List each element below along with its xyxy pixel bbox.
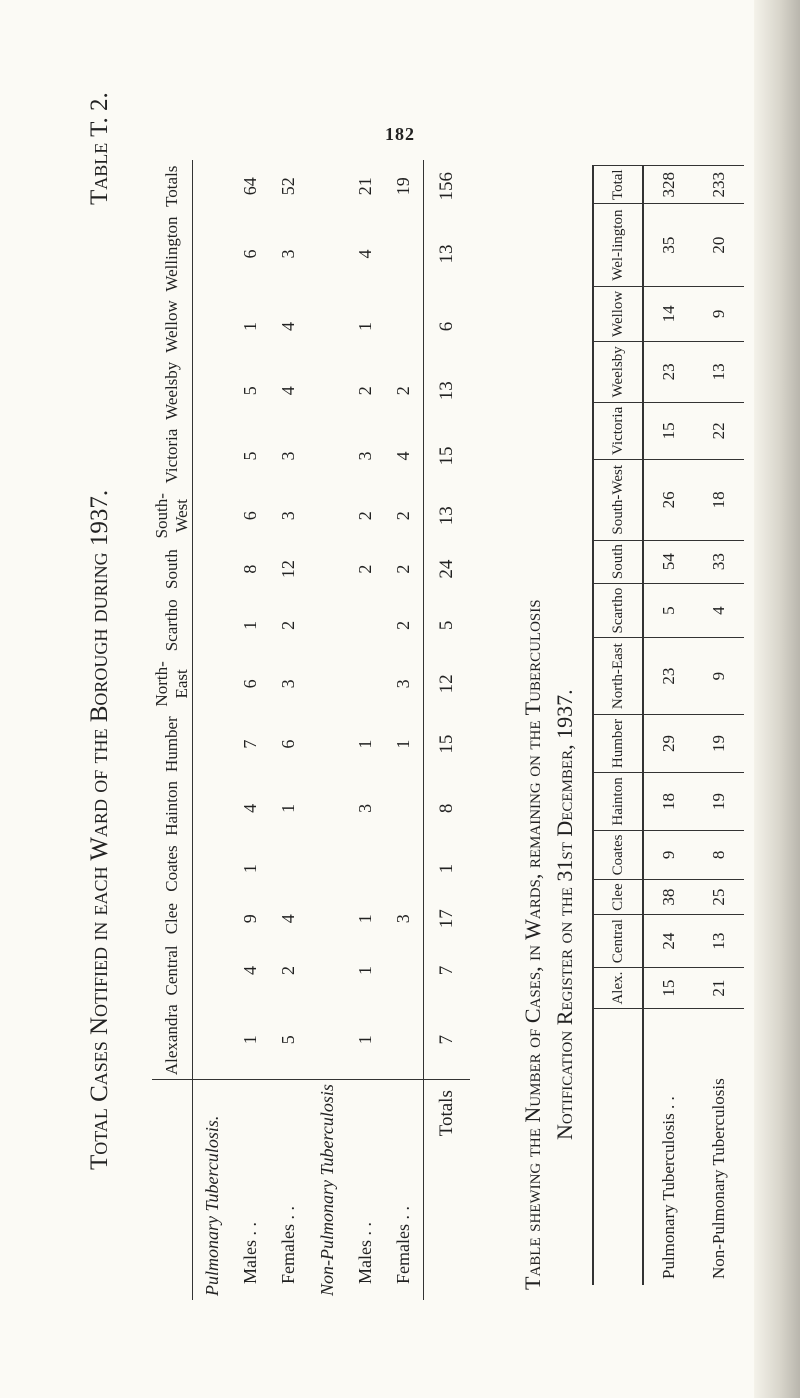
- cell: 15: [643, 402, 694, 459]
- table-row: [232, 160, 270, 1300]
- row-label: Males . .: [232, 1080, 270, 1300]
- cell: [384, 941, 423, 1001]
- cell: 328: [643, 166, 694, 204]
- column-header: Coates: [152, 840, 193, 897]
- cell: 3: [354, 451, 375, 461]
- cell: 22: [694, 402, 744, 459]
- column-header: South: [593, 540, 643, 583]
- total-cell: 17: [424, 897, 471, 941]
- cell: 35: [643, 204, 694, 286]
- column-header: North-East: [152, 656, 193, 712]
- cell: 6: [278, 739, 299, 749]
- cell: 1: [278, 803, 299, 813]
- column-header: Total: [593, 166, 643, 204]
- cell: 19: [393, 177, 414, 196]
- cell: 2: [354, 386, 375, 396]
- column-header: Central: [152, 941, 193, 1001]
- column-header: South: [152, 544, 193, 595]
- total-cell: 1: [424, 840, 471, 897]
- cell: [384, 296, 423, 358]
- cell: 1: [393, 739, 414, 749]
- cell: 4: [278, 914, 299, 924]
- right-title-text-1: Table shewing the Number of Cases, in Wards, remaining on the Tuberculosis: [520, 599, 545, 1290]
- cell: 8: [694, 830, 744, 879]
- cell: 25: [694, 880, 744, 915]
- column-header: Alexandra: [152, 1000, 193, 1079]
- total-cell: 5: [424, 595, 471, 656]
- register-table: [592, 165, 742, 1285]
- total-cell: 13: [424, 212, 471, 295]
- column-header: North-East: [593, 638, 643, 714]
- cell: 24: [643, 915, 694, 968]
- table-row: [346, 160, 384, 1300]
- cell: 29: [643, 714, 694, 772]
- cell: 233: [694, 166, 744, 204]
- column-header: South-West: [593, 460, 643, 540]
- cell: 4: [278, 386, 299, 396]
- cell: 19: [694, 714, 744, 772]
- page-edge-shadow: [754, 0, 800, 1398]
- cell: 6: [240, 249, 261, 259]
- total-cell: 24: [424, 544, 471, 595]
- cell: 18: [643, 773, 694, 830]
- total-cell: 8: [424, 776, 471, 840]
- section-label: Non-Pulmonary Tuberculosis: [308, 1080, 346, 1300]
- right-table-title-line2: [552, 140, 578, 1140]
- cell: 1: [354, 322, 375, 331]
- cell: 9: [694, 638, 744, 714]
- column-header: Victoria: [593, 402, 643, 459]
- cell: 23: [643, 638, 694, 714]
- table-row: [270, 160, 308, 1300]
- cell: 20: [694, 204, 744, 286]
- column-header: Wellow: [593, 286, 643, 341]
- row-label: Males . .: [346, 1080, 384, 1300]
- table-label-text: Table T. 2.: [86, 92, 113, 205]
- table-label: [86, 92, 114, 205]
- cell: 4: [240, 803, 261, 813]
- column-header: Humber: [593, 714, 643, 772]
- cell: 3: [278, 679, 299, 689]
- cell: [346, 595, 384, 656]
- cell: 3: [393, 679, 414, 689]
- left-table-title: [86, 50, 114, 1170]
- cell: 3: [354, 803, 375, 813]
- column-header: Humber: [152, 712, 193, 777]
- row-label: Pulmonary Tuberculosis . .: [643, 1009, 694, 1286]
- cell: 9: [643, 830, 694, 879]
- total-cell: 13: [424, 488, 471, 544]
- cell: 5: [240, 451, 261, 461]
- cell: 4: [278, 322, 299, 331]
- cell: 1: [240, 322, 261, 331]
- cell: 13: [694, 342, 744, 403]
- cell: 52: [278, 177, 299, 196]
- cell: 6: [240, 679, 261, 689]
- cell: 1: [240, 620, 261, 630]
- cell: [384, 776, 423, 840]
- right-title-text-2: Notification Register on the 31st December, 1937.: [552, 689, 577, 1140]
- cell: 8: [240, 564, 261, 574]
- column-header: Hainton: [593, 773, 643, 830]
- cell: 18: [694, 460, 744, 540]
- cell: 21: [354, 177, 375, 196]
- total-cell: 15: [424, 712, 471, 777]
- column-header: Clee: [152, 897, 193, 941]
- column-header: Central: [593, 915, 643, 968]
- column-header: Wellington: [152, 212, 193, 295]
- totals-row: [424, 160, 471, 1300]
- cell: 1: [240, 1035, 261, 1045]
- cell: 14: [643, 286, 694, 341]
- column-header: Scartho: [593, 583, 643, 638]
- column-header: Wel-lington: [593, 204, 643, 286]
- cell: 19: [694, 773, 744, 830]
- cell: 13: [694, 915, 744, 968]
- cell: 2: [393, 564, 414, 574]
- cell: 64: [240, 177, 261, 196]
- column-header: Weelsby: [152, 357, 193, 424]
- cell: 1: [354, 1035, 375, 1045]
- left-title-text: Total Cases Notified in each Ward of the Borough during 1937.: [86, 489, 113, 1170]
- total-cell: 13: [424, 357, 471, 424]
- cell: 54: [643, 540, 694, 583]
- cell: 15: [643, 968, 694, 1009]
- row-label: Females . .: [384, 1080, 423, 1300]
- cell: 33: [694, 540, 744, 583]
- ward-cases-table: [152, 160, 470, 1300]
- cell: 3: [393, 914, 414, 924]
- cell: 2: [354, 564, 375, 574]
- column-header: Wellow: [152, 296, 193, 358]
- section-label: Pulmonary Tuberculosis.: [193, 1080, 232, 1300]
- cell: 2: [393, 511, 414, 521]
- right-table-title-line1: [520, 170, 546, 1290]
- page-number: 182: [385, 124, 415, 144]
- cell: 1: [240, 864, 261, 874]
- cell: 3: [278, 249, 299, 259]
- column-header: South-West: [152, 488, 193, 544]
- cell: [384, 212, 423, 295]
- column-header: Alex.: [593, 968, 643, 1009]
- cell: [346, 656, 384, 712]
- total-cell: 6: [424, 296, 471, 358]
- cell: 3: [278, 451, 299, 461]
- cell: [384, 840, 423, 897]
- cell: 9: [240, 914, 261, 924]
- row-label: Females . .: [270, 1080, 308, 1300]
- total-cell: 15: [424, 424, 471, 488]
- cell: 5: [643, 583, 694, 638]
- total-cell: 7: [424, 941, 471, 1001]
- cell: 2: [393, 386, 414, 396]
- cell: 7: [240, 739, 261, 749]
- cell: 9: [694, 286, 744, 341]
- row-label: Non-Pulmonary Tuberculosis: [694, 1009, 744, 1286]
- column-header: Scartho: [152, 595, 193, 656]
- cell: 2: [354, 511, 375, 521]
- column-header: Clee: [593, 880, 643, 915]
- cell: 2: [278, 965, 299, 975]
- column-header: Weelsby: [593, 342, 643, 403]
- total-cell: 156: [424, 160, 471, 212]
- cell: 5: [278, 1035, 299, 1045]
- cell: 1: [354, 914, 375, 924]
- cell: 21: [694, 968, 744, 1009]
- cell: [346, 840, 384, 897]
- total-cell: 12: [424, 656, 471, 712]
- cell: 4: [694, 583, 744, 638]
- cell: 23: [643, 342, 694, 403]
- cell: 26: [643, 460, 694, 540]
- column-header: Totals: [152, 160, 193, 212]
- cell: 6: [240, 511, 261, 521]
- cell: 4: [354, 249, 375, 259]
- cell: 4: [240, 965, 261, 975]
- total-cell: 7: [424, 1000, 471, 1079]
- cell: 1: [354, 965, 375, 975]
- cell: 5: [240, 386, 261, 396]
- cell: [270, 840, 308, 897]
- cell: 2: [393, 620, 414, 630]
- row-header-cell: [593, 1009, 643, 1286]
- row-header-cell: [152, 1080, 193, 1300]
- column-header: Coates: [593, 830, 643, 879]
- cell: 1: [354, 739, 375, 749]
- totals-label: Totals: [424, 1080, 471, 1300]
- cell: 3: [278, 511, 299, 521]
- cell: 2: [278, 620, 299, 630]
- table-row: [643, 166, 694, 1286]
- column-header: Hainton: [152, 776, 193, 840]
- cell: 12: [278, 560, 299, 579]
- cell: [384, 1000, 423, 1079]
- cell: 38: [643, 880, 694, 915]
- table-row: [694, 166, 744, 1286]
- table-row: [384, 160, 423, 1300]
- column-header: Victoria: [152, 424, 193, 488]
- cell: 4: [393, 451, 414, 461]
